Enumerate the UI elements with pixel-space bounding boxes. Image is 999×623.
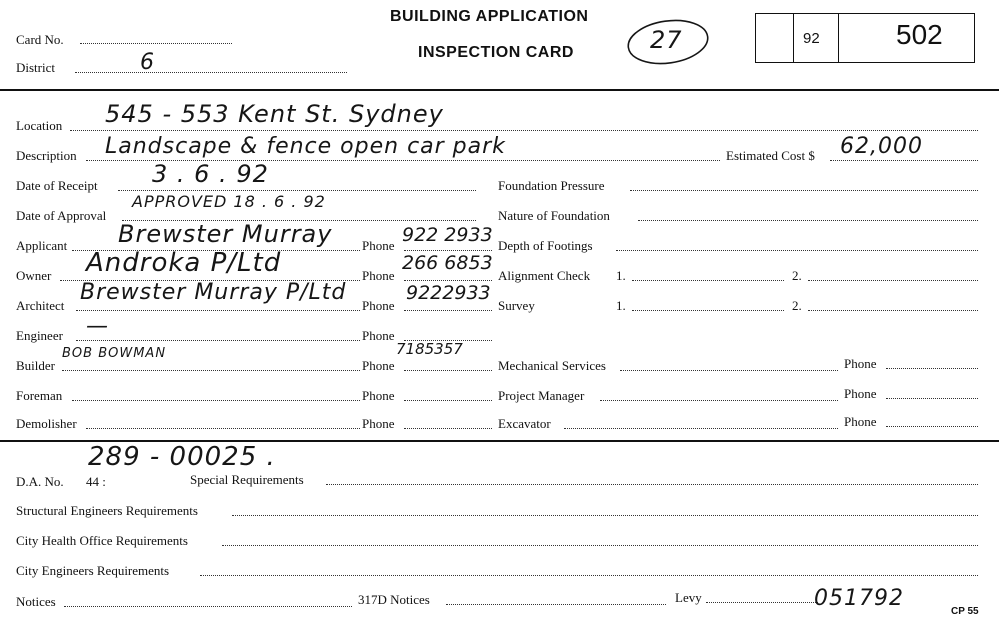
card-year: 92 bbox=[803, 30, 820, 47]
structural-label: Structural Engineers Requirements bbox=[16, 503, 198, 518]
da-number-label: D.A. No. bbox=[16, 474, 64, 489]
architect-value: Brewster Murray P/Ltd bbox=[80, 280, 347, 305]
applicant-label: Applicant bbox=[16, 238, 68, 253]
date-receipt-value: 3 . 6 . 92 bbox=[152, 160, 269, 188]
card-no-label: Card No. bbox=[16, 32, 64, 47]
architect-phone-value: 9222933 bbox=[406, 282, 491, 304]
architect-label: Architect bbox=[16, 298, 65, 313]
builder-label: Builder bbox=[16, 358, 55, 373]
date-approval-label: Date of Approval bbox=[16, 208, 107, 223]
alignment-check-2-label: 2. bbox=[792, 268, 802, 283]
title-line-1: BUILDING APPLICATION bbox=[390, 8, 589, 25]
circled-number-ring bbox=[625, 16, 710, 69]
description-value: Landscape & fence open car park bbox=[105, 134, 506, 159]
owner-phone-label: Phone bbox=[362, 268, 395, 283]
card-number: 502 bbox=[896, 19, 943, 50]
survey-1-label: 1. bbox=[616, 298, 626, 313]
applicant-phone-value: 922 2933 bbox=[402, 224, 493, 246]
estimated-cost-value: 62,000 bbox=[840, 134, 923, 159]
builder-value: BOB BOWMAN bbox=[62, 346, 167, 361]
health-label: City Health Office Requirements bbox=[16, 533, 188, 548]
foundation-pressure-label: Foundation Pressure bbox=[498, 178, 605, 193]
location-label: Location bbox=[16, 118, 63, 133]
notices-317d-label: 317D Notices bbox=[358, 592, 430, 607]
excavator-phone-label: Phone bbox=[844, 414, 877, 429]
project-manager-label: Project Manager bbox=[498, 388, 585, 403]
demolisher-phone-label: Phone bbox=[362, 416, 395, 431]
excavator-label: Excavator bbox=[498, 416, 551, 431]
builder-phone-label: Phone bbox=[362, 358, 395, 373]
foreman-label: Foreman bbox=[16, 388, 63, 403]
district-label: District bbox=[16, 60, 55, 75]
title-line-2: INSPECTION CARD bbox=[418, 44, 574, 61]
owner-label: Owner bbox=[16, 268, 52, 283]
da-number-prefix: 44 : bbox=[86, 474, 106, 489]
levy-value: 051792 bbox=[814, 586, 904, 611]
date-receipt-label: Date of Receipt bbox=[16, 178, 98, 193]
mechanical-phone-label: Phone bbox=[844, 356, 877, 371]
foreman-phone-label: Phone bbox=[362, 388, 395, 403]
district-value: 6 bbox=[140, 50, 155, 75]
survey-2-label: 2. bbox=[792, 298, 802, 313]
mechanical-label: Mechanical Services bbox=[498, 358, 606, 373]
levy-label: Levy bbox=[675, 590, 702, 605]
engineer-phone-label: Phone bbox=[362, 328, 395, 343]
form-code: CP 55 bbox=[951, 606, 979, 617]
owner-value: Androka P/Ltd bbox=[86, 248, 282, 278]
builder-phone-value: 7185357 bbox=[396, 340, 463, 358]
applicant-value: Brewster Murray bbox=[118, 220, 333, 248]
demolisher-label: Demolisher bbox=[16, 416, 77, 431]
description-label: Description bbox=[16, 148, 77, 163]
applicant-phone-label: Phone bbox=[362, 238, 395, 253]
survey-label: Survey bbox=[498, 298, 535, 313]
special-requirements-label: Special Requirements bbox=[190, 472, 304, 487]
alignment-check-1-label: 1. bbox=[616, 268, 626, 283]
engineer-value: — bbox=[86, 314, 109, 339]
engineer-label: Engineer bbox=[16, 328, 63, 343]
city-engineers-label: City Engineers Requirements bbox=[16, 563, 170, 578]
estimated-cost-label: Estimated Cost $ bbox=[726, 148, 815, 163]
circled-number: 27 bbox=[650, 26, 683, 54]
depth-footings-label: Depth of Footings bbox=[498, 238, 593, 253]
date-approval-value: APPROVED 18 . 6 . 92 bbox=[132, 192, 326, 211]
project-manager-phone-label: Phone bbox=[844, 386, 877, 401]
nature-foundation-label: Nature of Foundation bbox=[498, 208, 610, 223]
location-value: 545 - 553 Kent St. Sydney bbox=[105, 100, 444, 128]
owner-phone-value: 266 6853 bbox=[402, 252, 493, 274]
architect-phone-label: Phone bbox=[362, 298, 395, 313]
notices-label: Notices bbox=[16, 594, 56, 609]
da-number-value: 289 - 00025 . bbox=[88, 442, 276, 472]
alignment-check-label: Alignment Check bbox=[498, 268, 591, 283]
